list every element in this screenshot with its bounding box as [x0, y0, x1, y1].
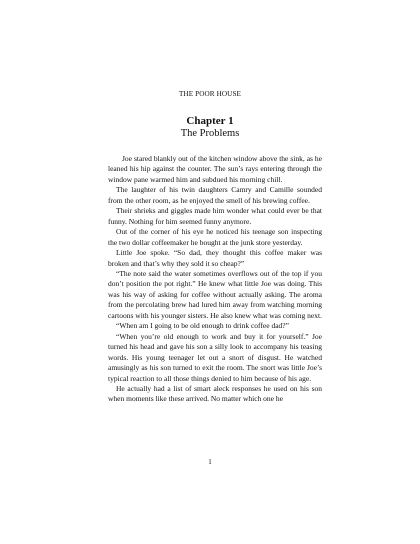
paragraph: Their shrieks and giggles made him wonder what could ever be that funny. Nothing for him seemed funny anymore.	[108, 206, 322, 226]
paragraph: “When you’re old enough to work and buy it for yourself.” Joe turned his head and gave his son a silly look to accompany his teasing words. His young teenager let out a snort of disgust. He watched amusingly as his son turned to exit the room. The snort was little Joe’s typical reaction to all those things denied to him because of his age.	[108, 331, 322, 383]
paragraph: The laughter of his twin daughters Camry and Camille sounded from the other room, as he enjoyed the smell of his brewing coffee.	[108, 185, 322, 205]
chapter-title: The Problems	[180, 128, 240, 139]
paragraph: He actually had a list of smart aleck responses he used on his son when moments like these arrived. No matter which one he	[108, 383, 322, 404]
chapter-number: Chapter 1	[186, 115, 234, 127]
paragraph: Joe stared blankly out of the kitchen window above the sink, as he leaned his hip against the counter. The sun’s rays entering through the window pane warmed him and subdued his morning chill.	[108, 154, 322, 184]
paragraph: “When am I going to be old enough to drink coffee dad?”	[116, 321, 289, 331]
paragraph: Little Joe spoke. “So dad, they thought this coffee maker was broken and that’s why they sold it so cheap?”	[108, 248, 322, 268]
running-header: THE POOR HOUSE	[178, 90, 242, 98]
page-number: 1	[208, 458, 212, 466]
paragraph: Out of the corner of his eye he noticed his teenage son inspecting the two dollar coffeemaker he bought at the junk store yesterday.	[108, 227, 322, 247]
body-text	[108, 154, 322, 405]
paragraph: “The note said the water sometimes overflows out of the top if you don’t position the pot right.” He knew what little Joe was doing. This was his way of asking for coffee without actually asking. The aroma from the percolating brew had lured him away from watching morning cartoons with his younger sisters. He also knew what was coming next.	[108, 268, 322, 320]
